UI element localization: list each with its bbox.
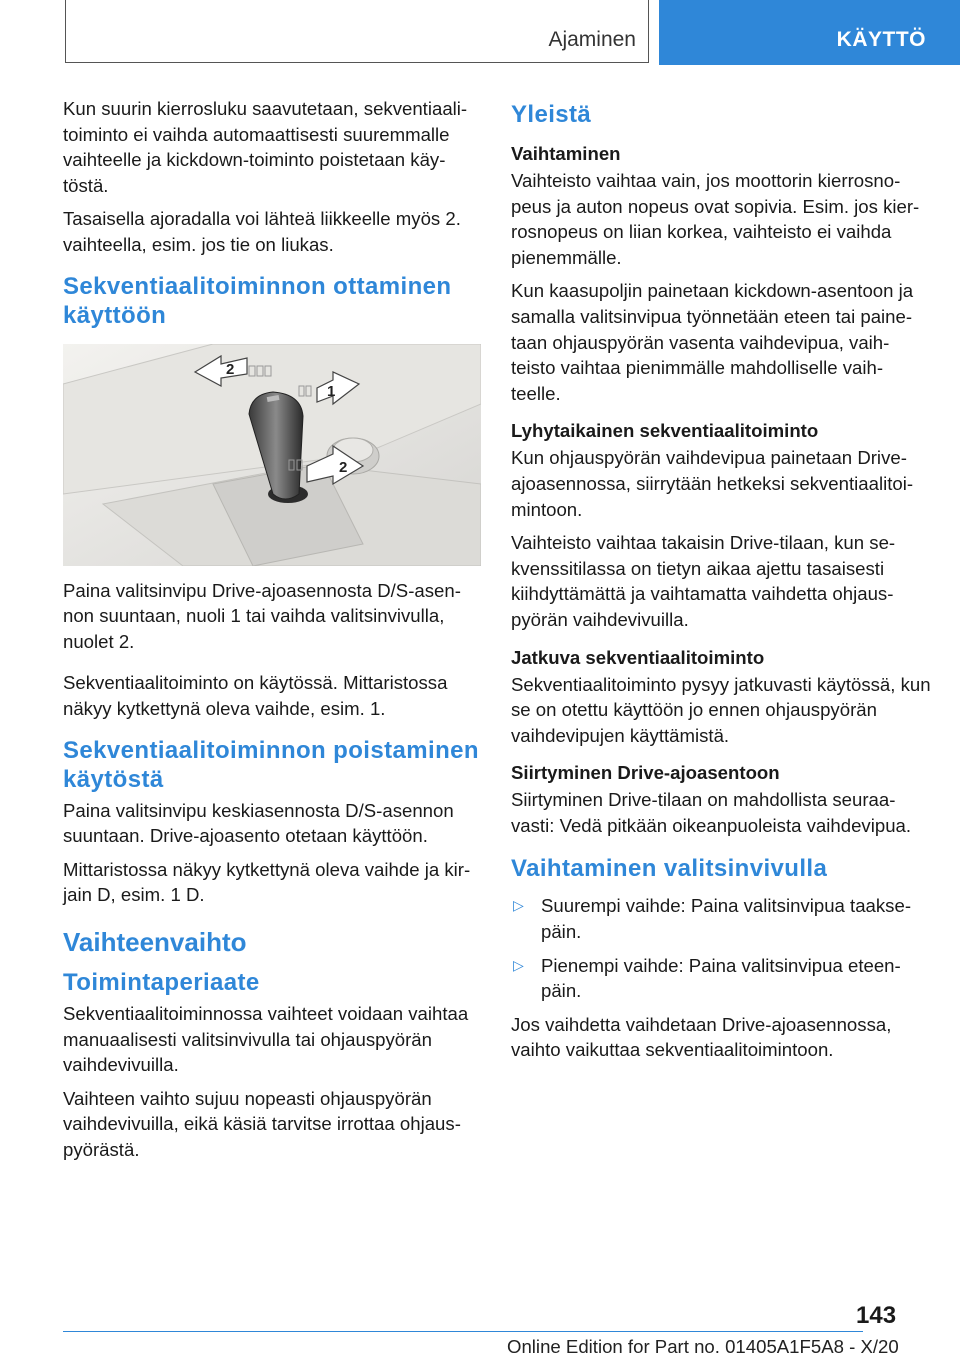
section-heading: Sekventiaalitoiminnon poistaminen käytöstä xyxy=(63,736,479,793)
paragraph: Paina valitsinvipu Drive-ajoasennosta D/S-asen-non suuntaan, nuoli 1 tai vaihda valitsinvivulla, nuolet 2. xyxy=(63,579,461,652)
list-item xyxy=(511,953,931,1004)
bullet-list xyxy=(511,893,931,1003)
list-item-text: Pienempi vaihde: Paina valitsinvipua eteen-päin. xyxy=(541,954,901,1002)
subheading: Lyhytaikainen sekventiaalitoiminto xyxy=(511,420,819,442)
subheading: Jatkuva sekventiaalitoiminto xyxy=(511,646,765,668)
triangle-bullet-icon: ▷ xyxy=(513,956,524,973)
section-heading: Yleistä xyxy=(511,101,592,128)
header-section-box xyxy=(65,0,649,63)
section-heading: Vaihtaminen valitsinvivulla xyxy=(511,855,828,883)
paragraph: Jos vaihdetta vaihdetaan Drive-ajoasennossa, vaihto vaikuttaa sekventiaalitoimintoon. xyxy=(511,1013,892,1061)
triangle-bullet-icon: ▷ xyxy=(513,897,524,914)
paragraph: Vaihteisto vaihtaa takaisin Drive-tilaan, kun se-kvenssitilassa on tietyn aikaa ajettu tasaisesti kiihdyttämättä ja vaihtamatta vaihdetta ohjaus-pyörän vaihdevivuilla. xyxy=(511,532,896,630)
footer-divider xyxy=(63,1331,863,1332)
paragraph: Kun suurin kierrosluku saavutetaan, sekventiaali-toiminto ei vaihda automaattisesti suuremmalle vaihteelle ja kickdown-toiminto poistetaan käy-töstä. xyxy=(63,98,468,196)
section-heading: Toimintaperiaate xyxy=(63,968,260,996)
header-chapter-tab xyxy=(659,0,960,65)
paragraph: Kun ohjauspyörän vaihdevipua painetaan Drive-ajoasennossa, siirrytään hetkeksi sekventiaalitoi-mintoon. xyxy=(511,447,914,520)
arrow-label-2-top: 2 xyxy=(226,360,235,378)
header-section-title: Ajaminen xyxy=(548,28,636,51)
paragraph: Paina valitsinvipu keskiasennosta D/S-asennon suuntaan. Drive-ajoasento otetaan käyttöön. xyxy=(63,799,454,847)
right-column xyxy=(511,96,931,1071)
gear-selector-illustration xyxy=(63,344,481,566)
gear-selector-drawing xyxy=(63,344,481,566)
paragraph: Sekventiaalitoiminto on käytössä. Mittaristossa näkyy kytkettynä oleva vaihde, esim. 1. xyxy=(63,672,448,719)
subheading: Vaihtaminen xyxy=(511,143,621,164)
arrow-label-2-bottom: 2 xyxy=(339,458,348,476)
arrow-label-1: 1 xyxy=(327,382,336,400)
paragraph: Mittaristossa näkyy kytkettynä oleva vaihde ja kir-jain D, esim. 1 D. xyxy=(63,858,471,906)
paragraph: Kun kaasupoljin painetaan kickdown-asentoon ja samalla valitsinvipua työnnetään eteen tai paine-taan ohjauspyörän vasenta vaihdevipua, vaih-teisto vaihtaa pienimmälle mahdolliselle vaih-teelle. xyxy=(511,280,914,404)
paragraph: Siirtyminen Drive-tilaan on mahdollista seuraa-vasti: Vedä pitkään oikeanpuoleista vaihdevipua. xyxy=(511,789,912,836)
subheading: Siirtyminen Drive-ajoasentoon xyxy=(511,762,780,784)
list-item-text: Suurempi vaihde: Paina valitsinvipua taakse-päin. xyxy=(541,895,912,943)
paragraph: Sekventiaalitoiminto pysyy jatkuvasti käytössä, kun se on otettu käyttöön jo ennen ohjauspyörän vaihdevipujen käyttämistä. xyxy=(511,673,931,746)
footer-edition: Online Edition for Part no. 01405A1F5A8 - X/20 xyxy=(507,1336,899,1357)
paragraph: Sekventiaalitoiminnossa vaihteet voidaan vaihtaa manuaalisesti valitsinvivulla tai ohjauspyörän vaihdevivuilla. xyxy=(63,1002,469,1076)
section-heading: Sekventiaalitoiminnon ottaminen käyttöön xyxy=(63,272,452,329)
chapter-heading: Vaihteenvaihto xyxy=(63,926,247,957)
list-item xyxy=(511,893,931,944)
header-chapter-title: KÄYTTÖ xyxy=(836,28,926,51)
paragraph: Vaihteen vaihto sujuu nopeasti ohjauspyörän vaihdevivuilla, eikä käsiä tarvitse irrottaa ohjaus-pyörästä. xyxy=(63,1087,461,1160)
paragraph: Vaihteisto vaihtaa vain, jos moottorin kierrosno-peus ja auton nopeus ovat sopivia. Esim. jos kier-rosnopeus on liian korkea, vaihteisto ei vaihda pienemmälle. xyxy=(511,170,920,268)
left-column xyxy=(63,96,481,1170)
paragraph: Tasaisella ajoradalla voi lähteä liikkeelle myös 2. vaihteella, esim. jos tie on liukas. xyxy=(63,208,461,255)
page-number: 143 xyxy=(856,1302,897,1329)
